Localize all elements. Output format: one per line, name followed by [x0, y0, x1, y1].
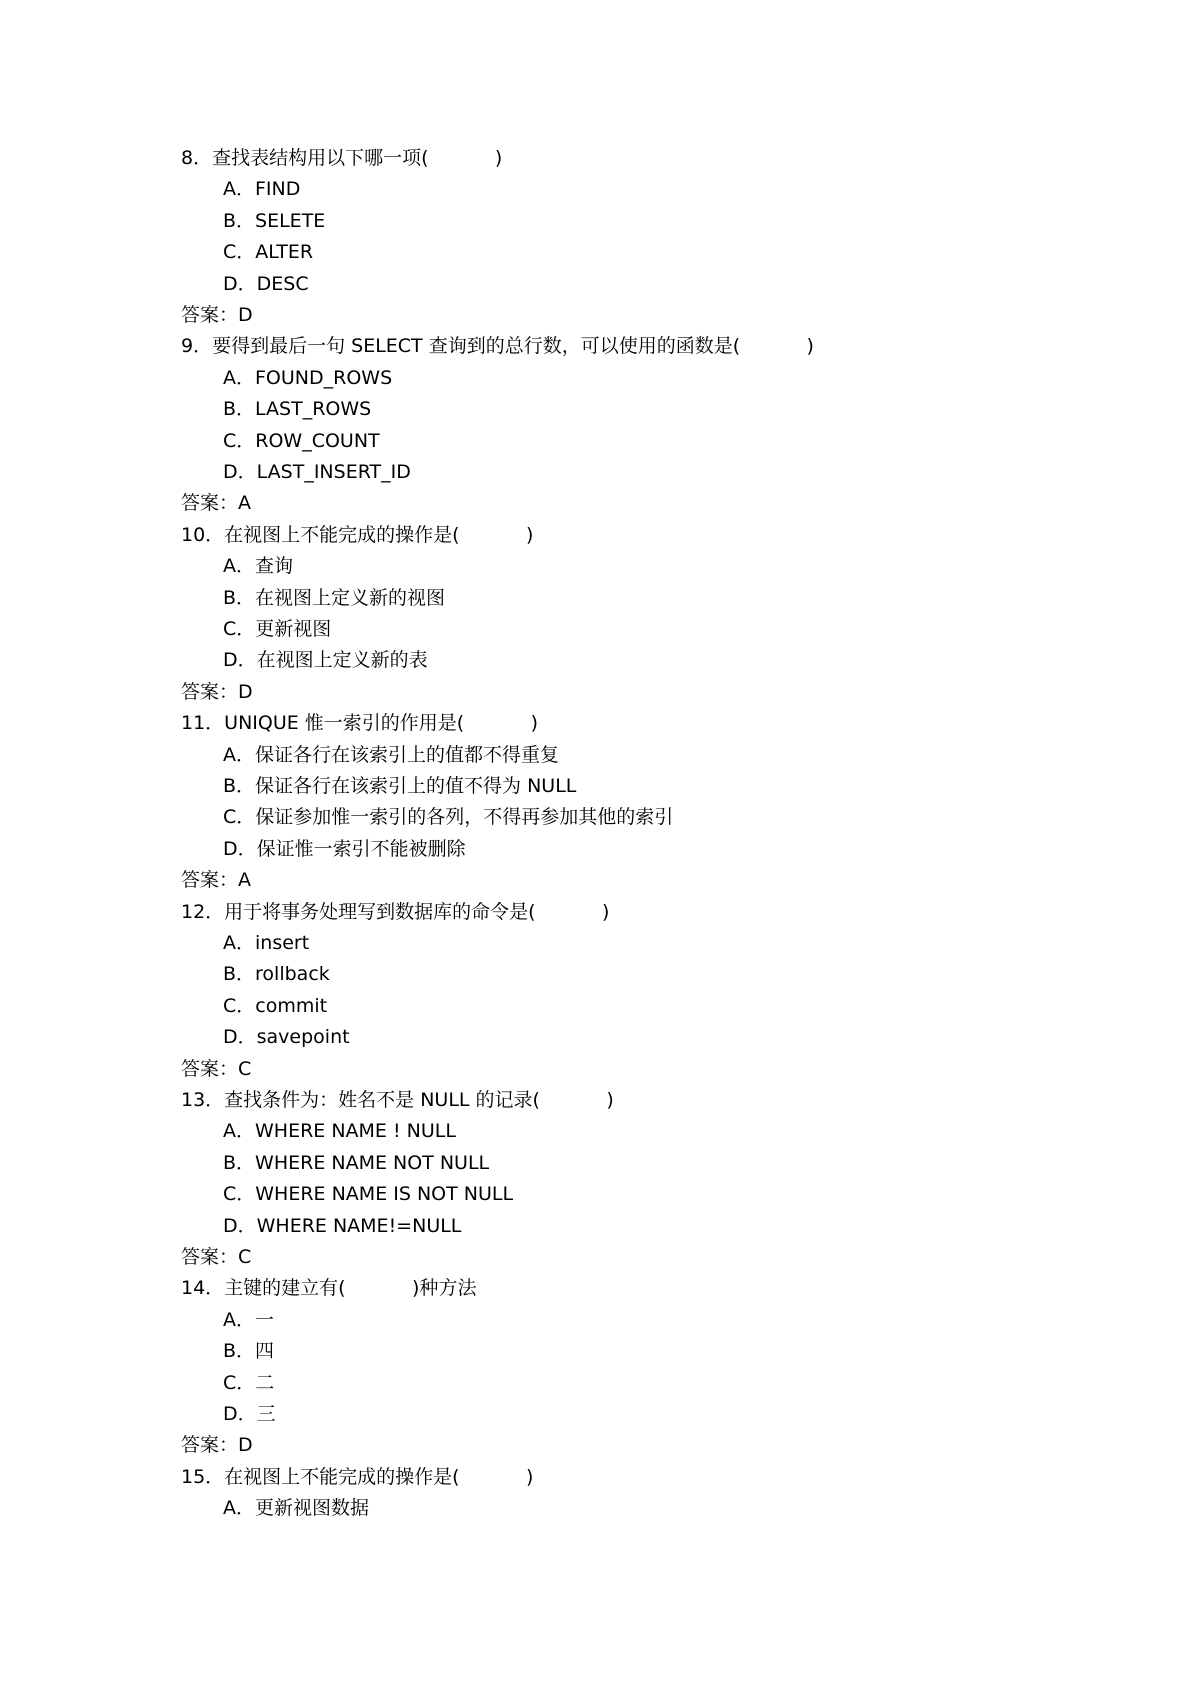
- option-text: B．LAST_ROWS: [223, 398, 372, 421]
- option-text: D．LAST_INSERT_ID: [223, 461, 411, 483]
- question-text: 8．查找表结构用以下哪一项( ): [181, 147, 503, 169]
- option-text: D．保证惟一索引不能被删除: [223, 837, 466, 860]
- option-text: D．DESC: [223, 272, 309, 295]
- option-text: C．更新视图: [223, 618, 332, 640]
- option-text: B．SELETE: [223, 209, 326, 232]
- question-text: 15．在视图上不能完成的操作是( ): [181, 1465, 534, 1488]
- option-text: C．ROW_COUNT: [223, 429, 380, 452]
- option-text: D．三: [223, 1403, 276, 1425]
- answer-text: 答案：D: [181, 680, 253, 703]
- option-text: A．保证各行在该索引上的值都不得重复: [223, 743, 559, 766]
- option-text: C．WHERE NAME IS NOT NULL: [223, 1183, 514, 1206]
- option-text: B．保证各行在该索引上的值不得为 NULL: [223, 775, 577, 797]
- answer-text: 答案：A: [181, 869, 251, 892]
- answer-text: 答案：D: [181, 1434, 253, 1457]
- option-text: A．FIND: [223, 178, 301, 201]
- option-text: B．WHERE NAME NOT NULL: [223, 1151, 490, 1174]
- option-text: B．四: [223, 1340, 275, 1363]
- option-text: C．二: [223, 1371, 275, 1394]
- answer-text: 答案：C: [181, 1057, 252, 1080]
- option-text: A．WHERE NAME ! NULL: [223, 1120, 456, 1143]
- option-text: A．查询: [223, 555, 293, 578]
- question-text: 10．在视图上不能完成的操作是( ): [181, 523, 534, 546]
- answer-text: 答案：D: [181, 304, 253, 326]
- option-text: A．一: [223, 1308, 274, 1331]
- question-text: 11．UNIQUE 惟一索引的作用是( ): [181, 712, 539, 735]
- option-text: A．更新视图数据: [223, 1497, 369, 1520]
- option-text: B．rollback: [223, 963, 330, 986]
- answer-text: 答案：A: [181, 492, 251, 515]
- option-text: A．FOUND_ROWS: [223, 366, 393, 389]
- option-text: A．insert: [223, 932, 310, 954]
- option-text: C．ALTER: [223, 241, 314, 264]
- option-text: C．commit: [223, 994, 328, 1017]
- option-text: B．在视图上定义新的视图: [223, 586, 446, 609]
- question-text: 13．查找条件为：姓名不是 NULL 的记录( ): [181, 1089, 614, 1111]
- answer-text: 答案：C: [181, 1246, 252, 1268]
- option-text: C．保证参加惟一索引的各列，不得再参加其他的索引: [223, 806, 674, 829]
- question-text: 9．要得到最后一句 SELECT 查询到的总行数，可以使用的函数是( ): [181, 335, 814, 358]
- question-text: 12．用于将事务处理写到数据库的命令是( ): [181, 900, 610, 923]
- option-text: D．savepoint: [223, 1026, 350, 1049]
- option-text: D．WHERE NAME!=NULL: [223, 1214, 462, 1237]
- question-text: 14．主键的建立有( )种方法: [181, 1277, 477, 1300]
- option-text: D．在视图上定义新的表: [223, 649, 428, 672]
